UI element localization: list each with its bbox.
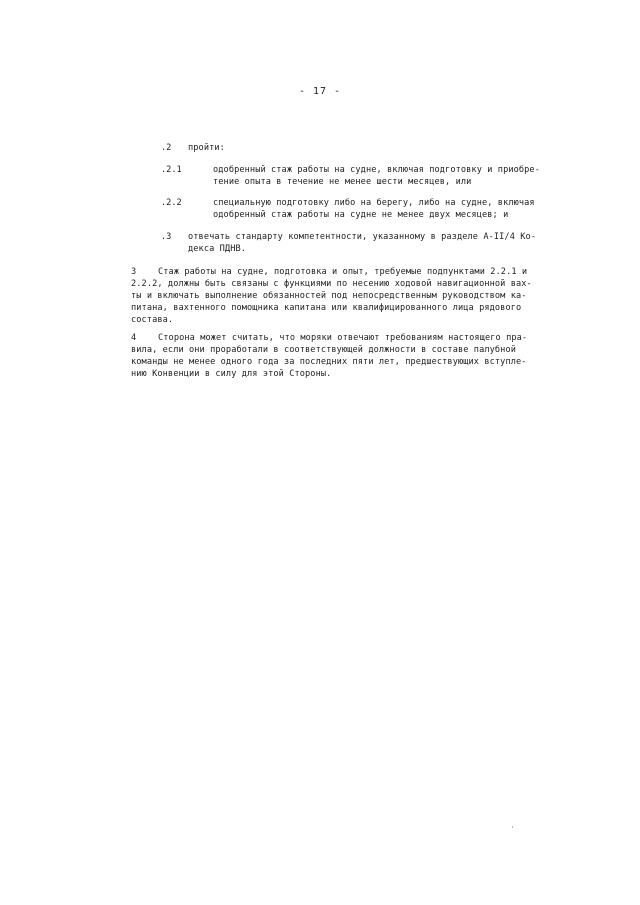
paragraph-4-line-2: вила, если они проработали в соответствующей должности в составе палубной bbox=[131, 345, 516, 355]
item-2-2-line-2: одобренный стаж работы на судне не менее двух месяцев; и bbox=[213, 210, 509, 220]
item-3-line-2: декса ПДНВ. bbox=[188, 244, 247, 254]
paragraph-3-line-1: Стаж работы на судне, подготовка и опыт, требуемые подпунктами 2.2.1 и bbox=[158, 267, 528, 277]
item-2-line-1: пройти: bbox=[188, 143, 225, 153]
item-2-2-line-1: специальную подготовку либо на берегу, либо на судне, включая bbox=[213, 198, 535, 208]
page-number: - 17 - bbox=[298, 86, 342, 97]
item-label-2: .2 bbox=[161, 143, 172, 153]
paragraph-3-line-5: состава. bbox=[131, 315, 174, 325]
item-2-1-line-1: одобренный стаж работы на судне, включая подготовку и приобре- bbox=[213, 165, 540, 175]
item-2-1-line-2: тение опыта в течение не менее шести месяцев, или bbox=[213, 177, 472, 187]
item-label-3: .3 bbox=[161, 232, 172, 242]
item-label-2-2: .2.2 bbox=[161, 198, 182, 208]
paragraph-3-line-2: 2.2.2, должны быть связаны с функциями по несению ходовой навигационной вах- bbox=[131, 279, 532, 289]
item-label-2-1: .2.1 bbox=[161, 165, 182, 175]
scan-speck bbox=[512, 826, 513, 828]
paragraph-4-line-4: нию Конвенции в силу для этой Стороны. bbox=[131, 369, 332, 379]
paragraph-label-3: 3 bbox=[131, 267, 137, 277]
paragraph-4-line-3: команды не менее одного года за последних пяти лет, предшествующих вступле- bbox=[131, 357, 527, 367]
paragraph-label-4: 4 bbox=[131, 333, 137, 343]
paragraph-4-line-1: Сторона может считать, что моряки отвечают требованиям настоящего пра- bbox=[158, 333, 528, 343]
paragraph-3-line-4: питана, вахтенного помощника капитана или квалифицированного лица рядового bbox=[131, 303, 522, 313]
item-3-line-1: отвечать стандарту компетентности, указанному в разделе А-II/4 Ко- bbox=[188, 232, 537, 242]
paragraph-3-line-3: ты и включать выполнение обязанностей под непосредственным руководством ка- bbox=[131, 291, 527, 301]
